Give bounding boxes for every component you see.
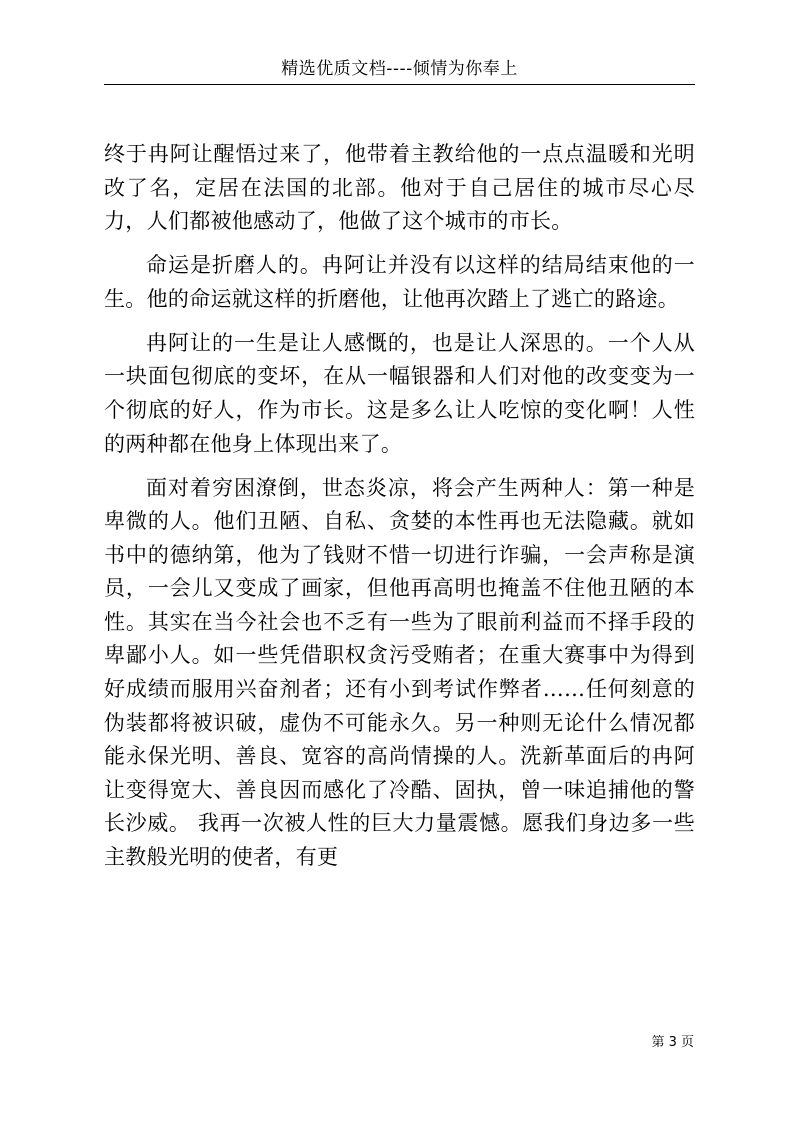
document-body [104, 138, 695, 885]
page-header [104, 54, 695, 85]
header-title: 精选优质文档----倾情为你奉上 [281, 59, 518, 79]
page-number-label: 第 3 页 [651, 1035, 694, 1050]
paragraph-2: 命运是折磨人的。冉阿让并没有以这样的结局结束他的一生。他的命运就这样的折磨他，让他再次踏上了逃亡的路途。 [104, 253, 695, 311]
page-number [651, 1031, 694, 1050]
paragraph-3: 冉阿让的一生是让人感慨的，也是让人深思的。一个人从一块面包彻底的变坏，在从一幅银器和人们对他的改变变为一个彻底的好人，作为市长。这是多么让人吃惊的变化啊！人性的两种都在他身上体现出来了。 [104, 330, 695, 456]
paragraph-4: 面对着穷困潦倒，世态炎凉，将会产生两种人：第一种是卑微的人。他们丑陋、自私、贪婪的本性再也无法隐藏。就如书中的德纳第，他为了钱财不惜一切进行诈骗，一会声称是演员，一会儿又变成了画家，但他再高明也掩盖不住他丑陋的本性。其实在当今社会也不乏有一些为了眼前利益而不择手段的卑鄙小人。如一些凭借职权贪污受贿者；在重大赛事中为得到好成绩而服用兴奋剂者；还有小到考试作弊者……任何刻意的伪装都将被识破，虚伪不可能永久。另一种则无论什么情况都能永保光明、善良、宽容的高尚情操的人。洗新革面后的冉阿让变得宽大、善良因而感化了冷酷、固执，曾一味追捕他的警长沙威。 我再一次被人性的巨大力量震憾。愿我们身边多一些主教般光明的使者，有更 [104, 475, 695, 870]
paragraph-1: 终于冉阿让醒悟过来了，他带着主教给他的一点点温暖和光明改了名，定居在法国的北部。他对于自己居住的城市尽心尽力，人们都被他感动了，他做了这个城市的市长。 [104, 142, 695, 234]
